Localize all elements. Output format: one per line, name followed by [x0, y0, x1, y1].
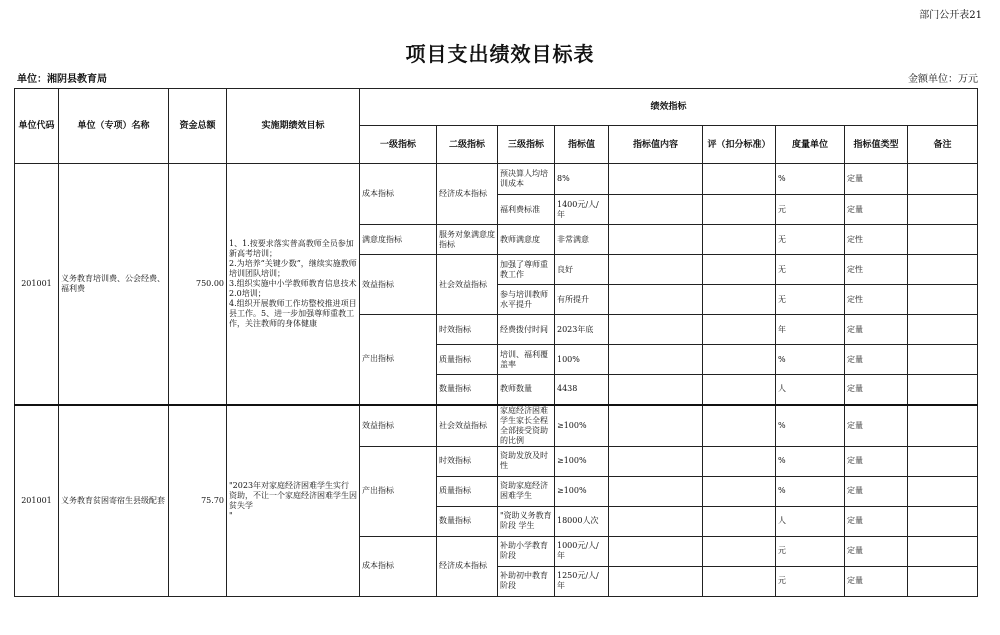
- remark-cell: [908, 506, 978, 536]
- level3-cell: 家庭经济困难学生家长全程全部接受资助的比例: [498, 405, 555, 447]
- level3-cell: 参与培训教师水平提升: [498, 285, 555, 315]
- type-cell: 定性: [845, 255, 908, 285]
- level1-cell: 成本指标: [360, 536, 437, 596]
- table-row: [15, 164, 978, 195]
- scoring-cell: [703, 446, 776, 476]
- type-cell: 定量: [845, 506, 908, 536]
- scoring-cell: [703, 506, 776, 536]
- type-cell: 定量: [845, 476, 908, 506]
- remark-cell: [908, 476, 978, 506]
- unit-cell: 无: [776, 285, 845, 315]
- scoring-cell: [703, 566, 776, 596]
- scoring-cell: [703, 285, 776, 315]
- header-row-1: [15, 89, 978, 126]
- project-code: 201001: [15, 405, 59, 597]
- type-cell: 定量: [845, 566, 908, 596]
- level1-cell: 产出指标: [360, 446, 437, 536]
- unit-cell: %: [776, 164, 845, 195]
- level1-cell: 成本指标: [360, 164, 437, 225]
- level3-cell: 资助发放及时性: [498, 446, 555, 476]
- level2-cell: 时效指标: [437, 315, 498, 345]
- value-cell: 良好: [555, 255, 609, 285]
- level1-cell: 产出指标: [360, 315, 437, 405]
- project-name: 义务教育培训费、公会经费、福利费: [59, 164, 169, 405]
- level3-cell: 福利费标准: [498, 195, 555, 225]
- col-project-name: 单位（专项）名称: [59, 89, 169, 164]
- level2-cell: 经济成本指标: [437, 164, 498, 225]
- form-number: 部门公开表21: [919, 10, 982, 21]
- level2-cell: 质量指标: [437, 345, 498, 375]
- col-remark: 备注: [908, 126, 978, 164]
- scoring-cell: [703, 476, 776, 506]
- value-content-cell: [609, 506, 703, 536]
- level3-cell: 加强了尊师重教工作: [498, 255, 555, 285]
- type-cell: 定量: [845, 375, 908, 405]
- remark-cell: [908, 255, 978, 285]
- remark-cell: [908, 566, 978, 596]
- level2-cell: 社会效益指标: [437, 255, 498, 315]
- level2-cell: 经济成本指标: [437, 536, 498, 596]
- level2-cell: 时效指标: [437, 446, 498, 476]
- remark-cell: [908, 225, 978, 255]
- level1-cell: 效益指标: [360, 405, 437, 447]
- unit-cell: 年: [776, 315, 845, 345]
- performance-table: [14, 88, 978, 597]
- page-title: 项目支出绩效目标表: [405, 42, 595, 66]
- unit-cell: 元: [776, 195, 845, 225]
- scoring-cell: [703, 315, 776, 345]
- unit-cell: %: [776, 446, 845, 476]
- scoring-cell: [703, 405, 776, 447]
- type-cell: 定量: [845, 195, 908, 225]
- type-cell: 定量: [845, 405, 908, 447]
- project-target: "2023年对家庭经济困难学生实行资助，不让一个家庭经济困难学生因贫失学 ": [227, 405, 360, 597]
- remark-cell: [908, 446, 978, 476]
- level1-cell: 满意度指标: [360, 225, 437, 255]
- value-content-cell: [609, 285, 703, 315]
- unit-cell: 无: [776, 255, 845, 285]
- project-name: 义务教育贫困寄宿生县级配套: [59, 405, 169, 597]
- value-cell: ≥100%: [555, 405, 609, 447]
- col-total-funds: 资金总额: [169, 89, 227, 164]
- remark-cell: [908, 195, 978, 225]
- value-content-cell: [609, 195, 703, 225]
- unit-cell: 人: [776, 506, 845, 536]
- col-target: 实施期绩效目标: [227, 89, 360, 164]
- unit-cell: 人: [776, 375, 845, 405]
- scoring-cell: [703, 345, 776, 375]
- level2-cell: 数量指标: [437, 375, 498, 405]
- col-level3: 三级指标: [498, 126, 555, 164]
- value-content-cell: [609, 225, 703, 255]
- value-cell: 4438: [555, 375, 609, 405]
- level3-cell: 培训、福利覆盖率: [498, 345, 555, 375]
- value-content-cell: [609, 536, 703, 566]
- unit-cell: 元: [776, 566, 845, 596]
- value-content-cell: [609, 315, 703, 345]
- level3-cell: 资助家庭经济困难学生: [498, 476, 555, 506]
- value-cell: 1000元/人/年: [555, 536, 609, 566]
- value-content-cell: [609, 446, 703, 476]
- value-cell: ≥100%: [555, 446, 609, 476]
- type-cell: 定量: [845, 345, 908, 375]
- col-value-type: 指标值类型: [845, 126, 908, 164]
- value-cell: 18000人次: [555, 506, 609, 536]
- col-unit-code: 单位代码: [15, 89, 59, 164]
- project-amount: 750.00: [169, 164, 227, 405]
- project-code: 201001: [15, 164, 59, 405]
- remark-cell: [908, 285, 978, 315]
- remark-cell: [908, 405, 978, 447]
- scoring-cell: [703, 195, 776, 225]
- remark-cell: [908, 164, 978, 195]
- amount-unit-label: 金额单位：万元: [908, 74, 978, 85]
- value-content-cell: [609, 566, 703, 596]
- unit-cell: 元: [776, 536, 845, 566]
- level2-cell: 社会效益指标: [437, 405, 498, 447]
- project-target: 1、1.按要求落实普高教师全员参加新高考培训； 2.为培养“关键少数”，继续实施教师培训团队培训； 3.组织实施中小学教师教育信息技术2.0培训； 4.组织开展教师工作坊整校推进项目县工作。5、进一步加强尊师重教工作，关注教师的身体健康: [227, 164, 360, 405]
- scoring-cell: [703, 164, 776, 195]
- col-value-content: 指标值内容: [609, 126, 703, 164]
- value-content-cell: [609, 375, 703, 405]
- unit-cell: %: [776, 476, 845, 506]
- col-indicators: 绩效指标: [360, 89, 978, 126]
- type-cell: 定量: [845, 164, 908, 195]
- project-amount: 75.70: [169, 405, 227, 597]
- level2-cell: 质量指标: [437, 476, 498, 506]
- value-cell: ≥100%: [555, 476, 609, 506]
- level1-cell: 效益指标: [360, 255, 437, 315]
- type-cell: 定量: [845, 446, 908, 476]
- level3-cell: 补助小学教育阶段: [498, 536, 555, 566]
- col-level1: 一级指标: [360, 126, 437, 164]
- value-cell: 8%: [555, 164, 609, 195]
- value-content-cell: [609, 405, 703, 447]
- level2-cell: 服务对象满意度指标: [437, 225, 498, 255]
- value-cell: 有所提升: [555, 285, 609, 315]
- level3-cell: 教师满意度: [498, 225, 555, 255]
- level3-cell: 预决算人均培训成本: [498, 164, 555, 195]
- level3-cell: 补助初中教育阶段: [498, 566, 555, 596]
- col-unit: 度量单位: [776, 126, 845, 164]
- unit-cell: 无: [776, 225, 845, 255]
- scoring-cell: [703, 255, 776, 285]
- scoring-cell: [703, 536, 776, 566]
- col-level2: 二级指标: [437, 126, 498, 164]
- remark-cell: [908, 315, 978, 345]
- type-cell: 定性: [845, 285, 908, 315]
- remark-cell: [908, 375, 978, 405]
- value-cell: 2023年底: [555, 315, 609, 345]
- scoring-cell: [703, 375, 776, 405]
- remark-cell: [908, 345, 978, 375]
- type-cell: 定量: [845, 536, 908, 566]
- value-cell: 非常满意: [555, 225, 609, 255]
- remark-cell: [908, 536, 978, 566]
- scoring-cell: [703, 225, 776, 255]
- type-cell: 定量: [845, 315, 908, 345]
- value-content-cell: [609, 255, 703, 285]
- level3-cell: 经费拨付时间: [498, 315, 555, 345]
- unit-cell: %: [776, 345, 845, 375]
- value-cell: 100%: [555, 345, 609, 375]
- level2-cell: 数量指标: [437, 506, 498, 536]
- level3-cell: "资助义务教育阶段 学生: [498, 506, 555, 536]
- level3-cell: 教师数量: [498, 375, 555, 405]
- value-content-cell: [609, 476, 703, 506]
- value-cell: 1400元/人/年: [555, 195, 609, 225]
- type-cell: 定性: [845, 225, 908, 255]
- col-scoring: 评（扣分标准）: [703, 126, 776, 164]
- organization-label: 单位：湘阴县教育局: [17, 74, 107, 85]
- table-row: [15, 405, 978, 447]
- value-content-cell: [609, 164, 703, 195]
- unit-cell: %: [776, 405, 845, 447]
- value-content-cell: [609, 345, 703, 375]
- col-value: 指标值: [555, 126, 609, 164]
- value-cell: 1250元/人/年: [555, 566, 609, 596]
